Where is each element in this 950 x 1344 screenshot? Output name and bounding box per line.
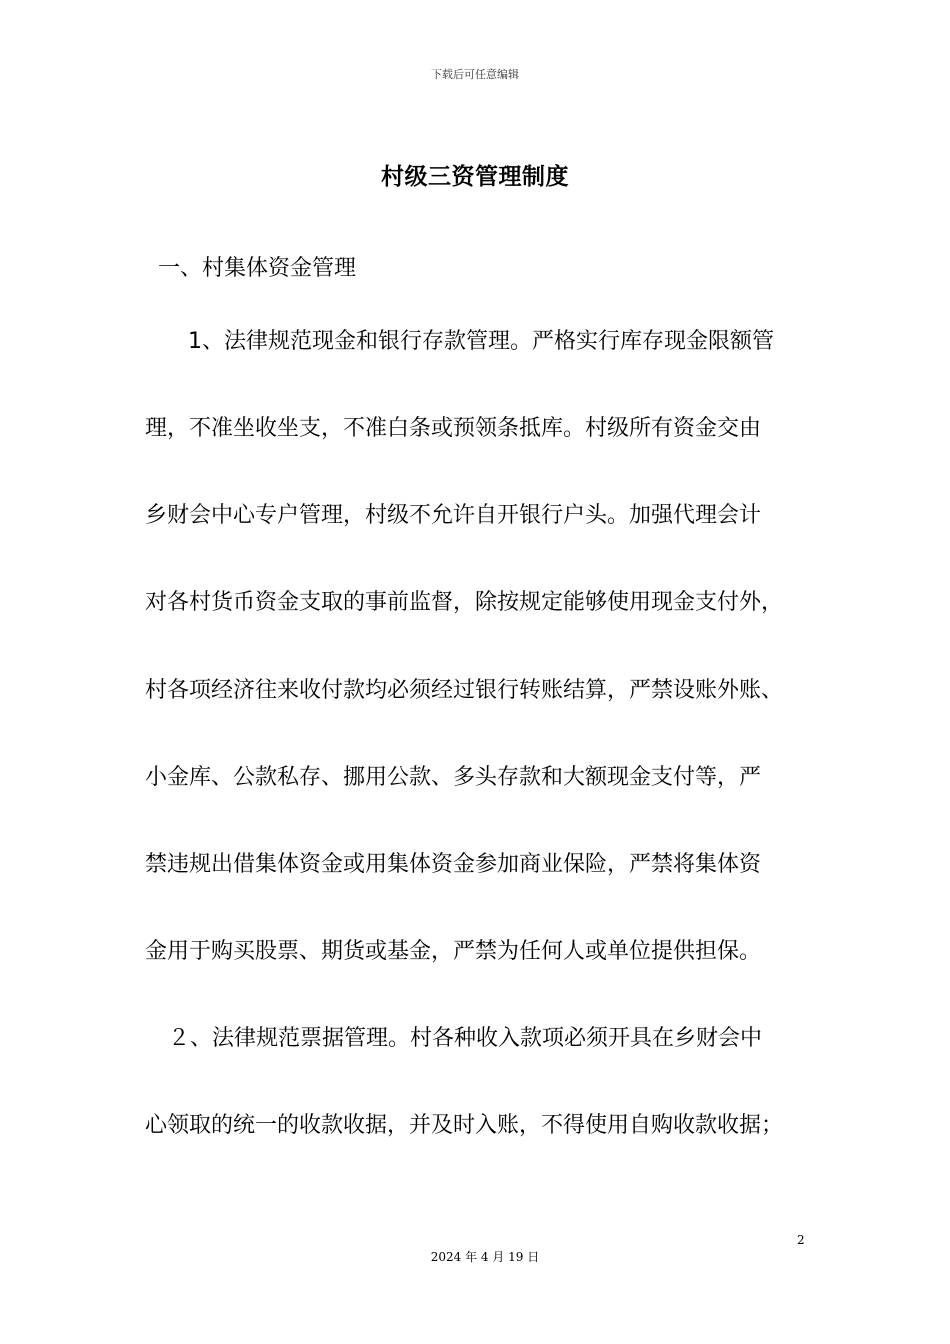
paragraph-line: 心领取的统一的收款收据，并及时入账，不得使用自购收款收据； (145, 1113, 784, 1138)
paragraph-line: 金用于购买股票、期货或基金，严禁为任何人或单位提供担保。 (145, 939, 762, 964)
paragraph-line: 对各村货币资金支取的事前监督，除按规定能够使用现金支付外， (145, 590, 784, 615)
paragraph-line: 乡财会中心专户管理，村级不允许自开银行户头。加强代理会计 (145, 503, 762, 528)
paragraph-line: 禁违规出借集体资金或用集体资金参加商业保险，严禁将集体资 (145, 852, 762, 877)
paragraph-line: 1、法律规范现金和银行存款管理。严格实行库存现金限额管 (188, 329, 774, 354)
paragraph-line: 村各项经济往来收付款均必须经过银行转账结算，严禁设账外账、 (145, 678, 784, 703)
page-number: 2 (797, 1233, 805, 1247)
paragraph-line: ２、法律规范票据管理。村各种收入款项必须开具在乡财会中 (168, 1026, 763, 1051)
paragraph-line: 理，不准坐收坐支，不准白条或预领条抵库。村级所有资金交由 (145, 416, 762, 441)
paragraph-line: 小金库、公款私存、挪用公款、多头存款和大额现金支付等，严 (145, 765, 762, 790)
footer-date: 2024 年 4 月 19 日 (430, 1250, 540, 1264)
section-heading: 一、村集体资金管理 (158, 256, 357, 281)
header-note: 下载后可任意编辑 (431, 68, 519, 81)
document-title: 村级三资管理制度 (381, 164, 569, 190)
